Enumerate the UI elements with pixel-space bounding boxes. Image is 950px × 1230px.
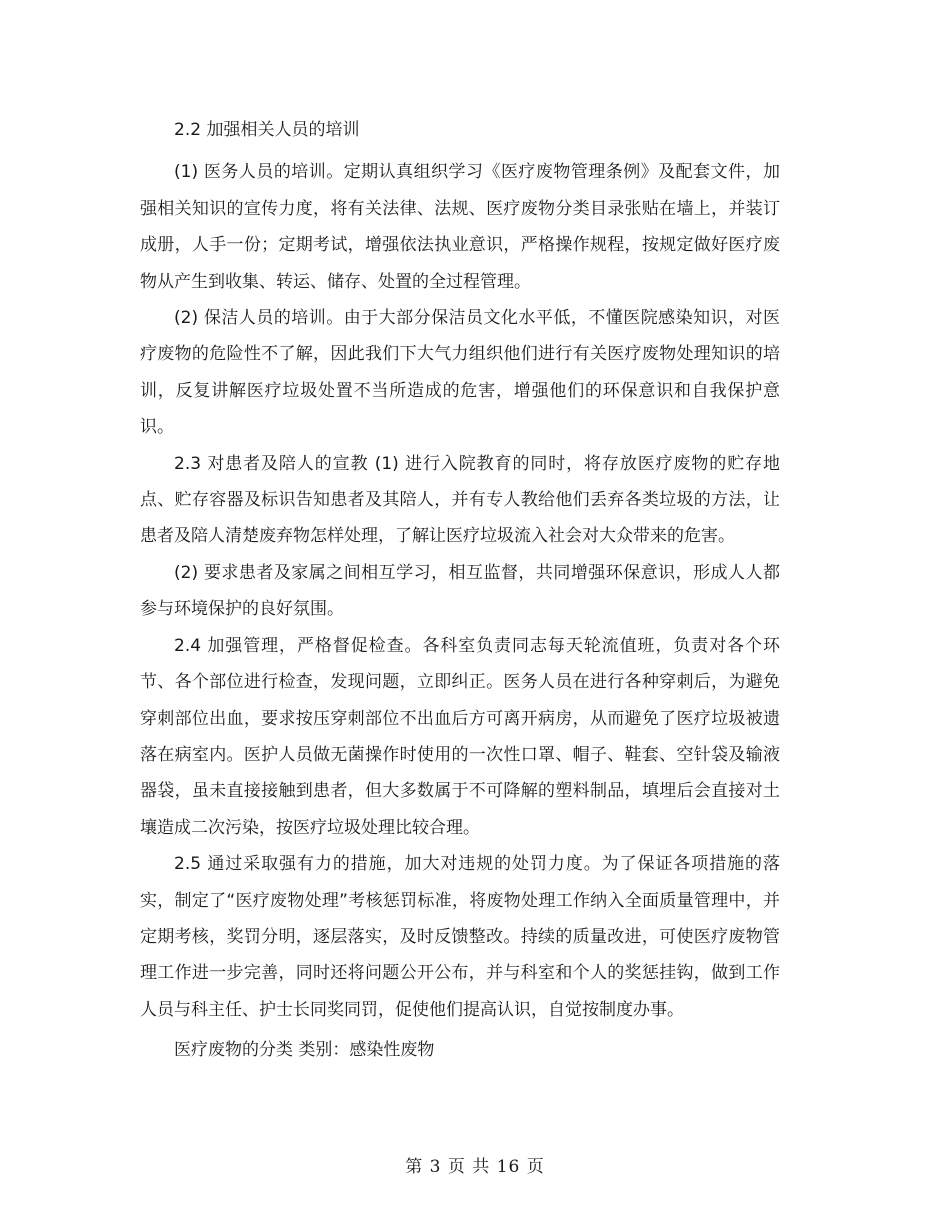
document-body xyxy=(140,112,780,1069)
page-footer: 第 3 页 共 16 页 xyxy=(405,1157,545,1177)
paragraph-penalty-measures: 2.5 通过采取强有力的措施，加大对违规的处罚力度。为了保证各项措施的落实，制定了“医疗废物处理”考核惩罚标准，将废物处理工作纳入全面质量管理中，并定期考核，奖罚分明，逐层落实，及时反馈整改。持续的质量改进，可使医疗废物管理工作进一步完善，同时还将问题公开公布，并与科室和个人的奖惩挂钩，做到工作人员与科主任、护士长同奖同罚，促使他们提高认识，自觉按制度办事。 xyxy=(140,854,780,1020)
section-heading-2-2: 2.2 加强相关人员的培训 xyxy=(174,120,360,140)
classification-line: 医疗废物的分类 类别：感染性废物 xyxy=(174,1040,435,1061)
paragraph-mutual-supervision: (2) 要求患者及家属之间相互学习，相互监督，共同增强环保意识，形成人人都参与环境保护的良好氛围。 xyxy=(140,562,780,620)
paragraph-cleaner-training: (2) 保洁人员的培训。由于大部分保洁员文化水平低，不懂医院感染知识，对医疗废物的危险性不了解，因此我们下大气力组织他们进行有关医疗废物处理知识的培训，反复讲解医疗垃圾处置不当所造成的危害，增强他们的环保意识和自我保护意识。 xyxy=(140,308,780,438)
paragraph-management-inspection: 2.4 加强管理，严格督促检查。各科室负责同志每天轮流值班，负责对各个环节、各个部位进行检查，发现问题，立即纠正。医务人员在进行各种穿刺后，为避免穿刺部位出血，要求按压穿刺部位不出血后方可离开病房，从而避免了医疗垃圾被遗落在病室内。医护人员做无菌操作时使用的一次性口罩、帽子、鞋套、空针袋及输液器袋，虽未直接接触到患者，但大多数属于不可降解的塑料制品，填埋后会直接对土壤造成二次污染，按医疗垃圾处理比较合理。 xyxy=(140,635,780,838)
paragraph-patient-education: 2.3 对患者及陪人的宣教 (1) 进行入院教育的同时，将存放医疗废物的贮存地点、贮存容器及标识告知患者及其陪人，并有专人教给他们丢弃各类垃圾的方法，让患者及陪人清楚废弃物怎样处理，了解让医疗垃圾流入社会对大众带来的危害。 xyxy=(140,453,780,547)
paragraph-staff-training: (1) 医务人员的培训。定期认真组织学习《医疗废物管理条例》及配套文件，加强相关知识的宣传力度，将有关法律、法规、医疗废物分类目录张贴在墙上，并装订成册，人手一份；定期考试，增强依法执业意识，严格操作规程，按规定做好医疗废物从产生到收集、转运、储存、处置的全过程管理。 xyxy=(140,162,780,292)
